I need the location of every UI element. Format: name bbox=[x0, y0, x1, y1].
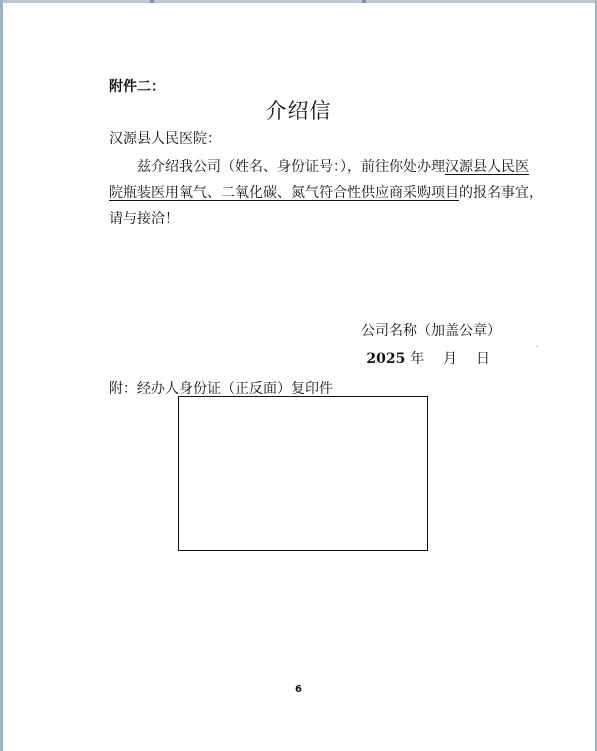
scan-artifact bbox=[536, 346, 538, 347]
project-name-underlined-part2: 院瓶装医用氧气、二氧化碳、氮气符合性供应商采购项目 bbox=[109, 185, 459, 201]
letter-body bbox=[109, 154, 543, 232]
project-name-underlined-part1: 汉源县人民医 bbox=[445, 159, 529, 175]
body-line-2 bbox=[109, 180, 543, 206]
body-line-1 bbox=[109, 154, 529, 180]
date-year-unit: 年 bbox=[410, 351, 425, 367]
date-month-unit: 月 bbox=[443, 351, 458, 367]
company-signature: 公司名称（加盖公章） bbox=[361, 323, 501, 339]
page-title: 介绍信 bbox=[265, 99, 332, 123]
page-number: 6 bbox=[295, 684, 302, 695]
id-copy-placeholder-box bbox=[178, 396, 428, 551]
attachment-label: 附件二： bbox=[109, 79, 165, 95]
recipient-line: 汉源县人民医院： bbox=[109, 131, 221, 147]
body-line-2-text: 的报名事宜， bbox=[459, 185, 543, 201]
annex-label: 附：经办人身份证（正反面）复印件 bbox=[109, 381, 333, 397]
date-day-unit: 日 bbox=[476, 351, 490, 367]
body-line-3: 请与接洽！ bbox=[109, 211, 179, 227]
body-line-1-text: 兹介绍我公司（姓名、身份证号：），前往你处办理 bbox=[137, 159, 445, 175]
date-year: 2025 bbox=[366, 351, 406, 367]
signature-date bbox=[366, 348, 490, 368]
